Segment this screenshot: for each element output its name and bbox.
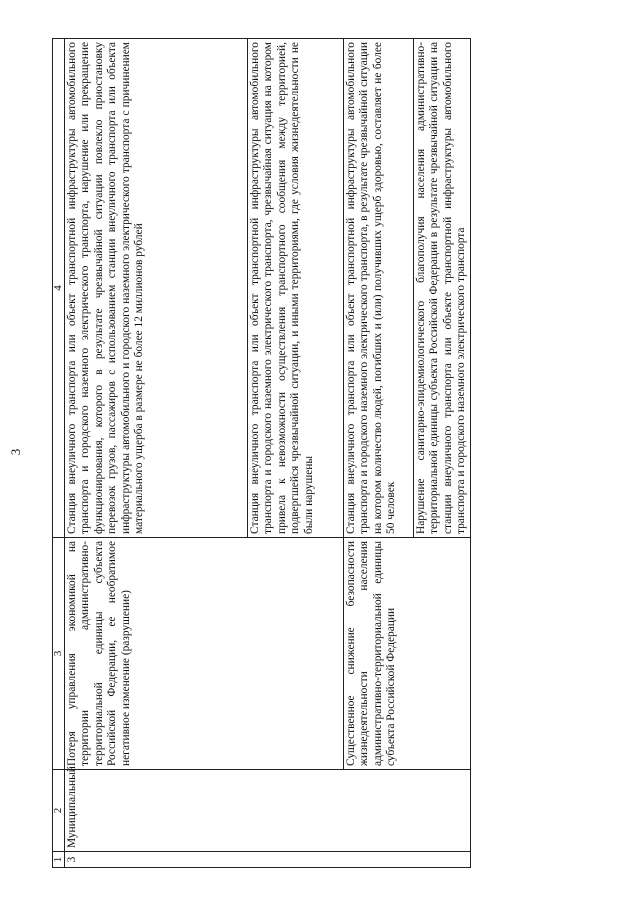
table-row <box>344 39 414 868</box>
situation-cell: Станция внеуличного транспорта или объект транспортной инфраструктуры автомобильного транспорта и городского наземного электрического транспорта, в результате чрезвычайной ситуации на котором количество людей, погибших и (или) получивших ущерб здоровью, составляет не более 50 человек <box>344 39 414 538</box>
table-row <box>65 39 248 868</box>
situation-cell: Станция внеуличного транспорта или объект транспортной инфраструктуры автомобильного транспорта и городского наземного электрического транспорта, чрезвычайная ситуация на котором привела к невозможности осуществления транспортного сообщения между территорией, подвергшейся чрезвычайной ситуации, и иными территориями, где условия жизнедеятельности не были нарушены <box>248 39 344 538</box>
criterion-economy: Потеря управления экономикой на территории административно-территориальной единицы субъекта Российской Федерации, ее необратимое негативное изменение (разрушение) <box>65 538 344 770</box>
header-col-2: 2 <box>53 770 65 852</box>
categorization-table <box>52 38 471 868</box>
header-row <box>53 39 65 868</box>
situation-cell: Нарушение санитарно-эпидемиологического благополучия населения административно-территориальной единицы субъекта Российской Федерации в результате чрезвычайной ситуации на станции внеуличного транспорта или объекте транспортной инфраструктуры автомобильного транспорта и городского наземного электрического транспорта <box>414 39 471 538</box>
header-col-4: 4 <box>53 39 65 538</box>
situation-cell: Станция внеуличного транспорта или объект транспортной инфраструктуры автомобильного транспорта и городского наземного электрического транспорта, нарушение или прекращение функционирования, которого в результате чрезвычайной ситуации повлекло приостановку перевозок грузов, пассажиров с использованием станции внеуличного транспорта или объекта инфраструктуры автомобильного и городского наземного электрического транспорта с причинением материального ущерба в размере не более 12 миллионов рублей <box>65 39 248 538</box>
rotated-table-frame <box>52 38 468 868</box>
header-col-1: 1 <box>53 852 65 868</box>
hazard-level: Муниципальный <box>65 770 471 852</box>
criterion-safety: Существенное снижение безопасности жизнедеятельности населения административно-территориальной единицы субъекта Российской Федерации <box>344 538 471 770</box>
page-number: 3 <box>8 448 23 456</box>
header-col-3: 3 <box>53 538 65 770</box>
row-number: 3 <box>65 852 471 868</box>
